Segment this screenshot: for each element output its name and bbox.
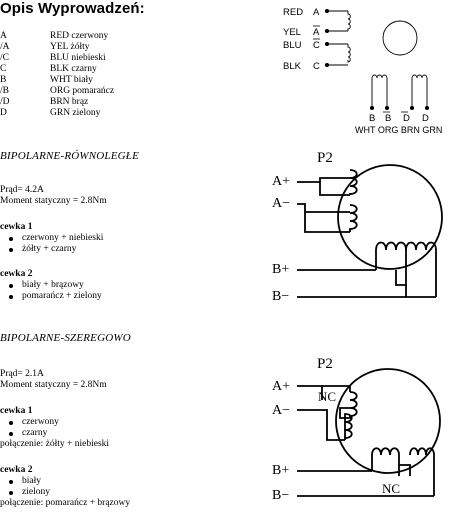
section-title-series: BIPOLARNE-SZEREGOWO <box>0 332 131 344</box>
wire-pin-label: C <box>313 61 320 72</box>
list-item: biały + brązowy <box>0 280 102 291</box>
torque-value: Moment statyczny = 2.8Nm <box>0 380 107 390</box>
coil-title: cewka 2 <box>0 269 33 279</box>
wire-pin-label: C <box>313 40 320 51</box>
pin-key: C <box>0 64 7 74</box>
section-title-parallel: BIPOLARNE-RÓWNOLEGŁE <box>0 150 140 162</box>
coil-title: cewka 1 <box>0 406 33 416</box>
list-item: biały <box>0 476 50 487</box>
list-item: czarny <box>0 428 59 439</box>
list-item: żółty + czarny <box>0 244 103 255</box>
pin-key: /A <box>0 42 10 52</box>
pin-desc: BLK czarny <box>50 64 97 74</box>
nc-label: NC <box>318 389 337 404</box>
pin-desc: ORG pomarańcz <box>50 86 115 96</box>
coil-title: cewka 1 <box>0 222 33 232</box>
coil-title: cewka 2 <box>0 465 33 475</box>
bottom-pin-label: B <box>369 113 376 124</box>
wire-color-label: RED <box>283 7 304 18</box>
terminal-b-minus: B− <box>272 488 290 503</box>
pin-key: /B <box>0 86 9 96</box>
list-item: pomarańcz + zielony <box>0 291 102 302</box>
wire-color-label: BLU <box>283 40 302 51</box>
connection-note: połączenie: pomarańcz + brązowy <box>0 498 131 508</box>
wire-color-label: YEL <box>283 27 301 38</box>
pin-key: B <box>0 75 7 85</box>
connection-note: połączenie: żółty + niebieski <box>0 439 110 449</box>
terminal-a-minus: A− <box>272 403 291 418</box>
pin-desc: BRN brąz <box>50 97 89 107</box>
pin-key: /C <box>0 53 9 63</box>
list-item: czerwony <box>0 417 59 428</box>
pin-key: /D <box>0 97 10 107</box>
torque-value: Moment statyczny = 2.8Nm <box>0 196 107 206</box>
wire-pin-label: A <box>313 27 320 38</box>
terminal-b-plus: B+ <box>272 262 290 277</box>
terminal-b-plus: B+ <box>272 463 290 478</box>
wire-pin-label: A <box>313 7 320 18</box>
terminal-a-plus: A+ <box>272 379 291 394</box>
terminal-a-minus: A− <box>272 196 291 211</box>
terminal-a-plus: A+ <box>272 174 291 189</box>
wire-color-label: BLK <box>283 61 301 72</box>
list-item: czerwony + niebieski <box>0 233 103 244</box>
pin-key: A <box>0 31 7 41</box>
pin-desc: BLU niebieski <box>50 53 106 63</box>
pin-desc: GRN zielony <box>50 108 101 118</box>
list-item: zielony <box>0 487 50 498</box>
bottom-color-labels: WHT ORG BRN GRN <box>355 125 443 135</box>
diagram-label: P2 <box>317 150 333 166</box>
page-title: Opis Wyprowadzeń: <box>0 0 145 17</box>
bottom-pin-label: D <box>403 113 410 124</box>
pin-desc: WHT biały <box>50 75 93 85</box>
diagram-label: P2 <box>317 356 333 372</box>
current-value: Prąd= 4.2A <box>0 185 44 195</box>
pin-desc: YEL żółty <box>50 42 90 52</box>
bottom-pin-label: D <box>422 113 429 124</box>
terminal-b-minus: B− <box>272 289 290 304</box>
pin-key: D <box>0 108 7 118</box>
pin-desc: RED czerwony <box>50 31 109 41</box>
current-value: Prąd= 2.1A <box>0 369 44 379</box>
nc-label: NC <box>382 481 401 496</box>
bottom-pin-label: B <box>385 113 392 124</box>
